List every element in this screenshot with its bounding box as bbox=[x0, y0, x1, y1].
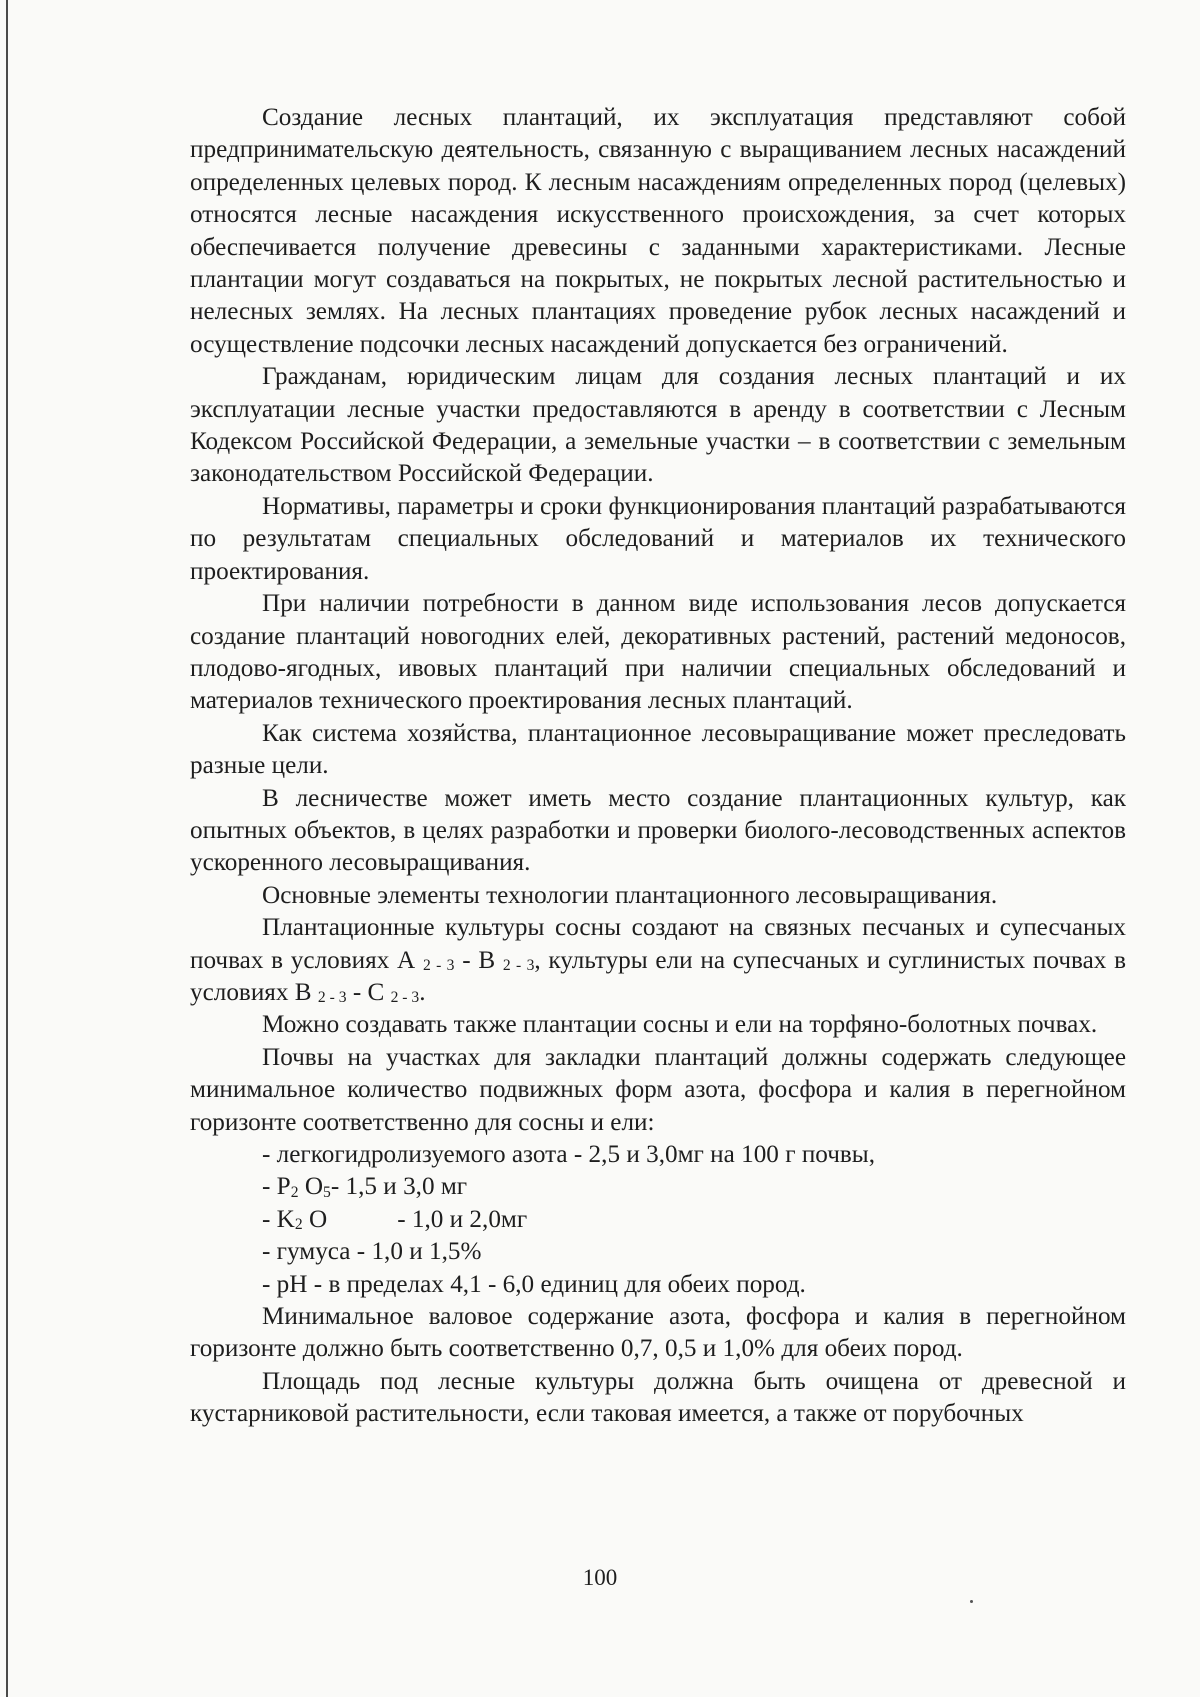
list-item-ph: - pH - в пределах 4,1 - 6,0 единиц для обеих пород. bbox=[262, 1270, 806, 1298]
paragraph-site-conditions bbox=[190, 912, 1126, 1009]
conditions-text-d: - С bbox=[346, 978, 385, 1006]
p2o5-symbol-o: O bbox=[298, 1173, 324, 1201]
k2o-sub-2: 2 bbox=[294, 1216, 303, 1234]
conditions-sub-b: 2 - 3 bbox=[502, 956, 535, 974]
scan-speck bbox=[970, 1600, 973, 1603]
paragraph-area-clearing: Площадь под лесные культуры должна быть очищена от древесной и кустарниковой растительности, если таковая имеется, а также от порубочных bbox=[190, 1367, 1126, 1428]
list-item-k2o bbox=[190, 1204, 1126, 1236]
paragraph-technology-elements: Основные элементы технологии плантационного лесовыращивания. bbox=[262, 881, 998, 909]
conditions-sub-c: 2 - 3 bbox=[317, 989, 347, 1007]
list-item-humus: - гумуса - 1,0 и 1,5% bbox=[262, 1238, 482, 1266]
p2o5-sub-5: 5 bbox=[323, 1183, 331, 1201]
list-item-p2o5 bbox=[190, 1171, 1126, 1203]
conditions-text-b: - В bbox=[454, 946, 496, 974]
p2o5-sub-2: 2 bbox=[290, 1183, 299, 1201]
conditions-text-a: Плантационные культуры сосны создают на связных песчаных и супесчаных почвах в условиях А bbox=[190, 914, 1126, 974]
page-number: 100 bbox=[582, 1565, 618, 1590]
k2o-symbol-k: - K bbox=[262, 1205, 295, 1233]
scan-edge-line bbox=[6, 0, 8, 1697]
conditions-sub-d: 2 - 3 bbox=[390, 989, 420, 1007]
p2o5-symbol-p: - P bbox=[262, 1173, 291, 1201]
p2o5-values: - 1,5 и 3,0 мг bbox=[330, 1173, 468, 1201]
paragraph-peat-soils: Можно создавать также плантации сосны и ели на торфяно-болотных почвах. bbox=[262, 1011, 1098, 1039]
k2o-symbol-o: O bbox=[302, 1205, 328, 1233]
paragraph-citizens-lease: Гражданам, юридическим лицам для создания лесных плантаций и их эксплуатации лесные участки предоставляются в аренду в соответствии с Лесным Кодексом Российской Федерации, а земельные участки – в соответствии с земельным законодательством Российской Федерации. bbox=[190, 363, 1126, 488]
paragraph-demand: При наличии потребности в данном виде использования лесов допускается создание плантаций новогодних елей, декоративных растений, растений медоносов, плодово-ягодных, ивовых плантаций при наличии специальных обследований и материалов технического проектирования лесных плантаций. bbox=[190, 590, 1126, 715]
conditions-text-e: . bbox=[419, 978, 426, 1006]
paragraph-forestry-experiments: В лесничестве может иметь место создание плантационных культур, как опытных объектов, в целях разработки и проверки биолого-лесоводственных аспектов ускоренного лесовыращивания. bbox=[190, 784, 1126, 877]
paragraph-norms: Нормативы, параметры и сроки функционирования плантаций разрабатываются по результатам специальных обследований и материалов их технического проектирования. bbox=[190, 492, 1126, 585]
paragraph-forest-plantations: Создание лесных плантаций, их эксплуатация представляют собой предпринимательскую деятельность, связанную с выращиванием лесных насаждений определенных целевых пород. К лесным насаждениям определенных пород (целевых) относятся лесные насаждения искусственного происхождения, за счет которых обеспечивается получение древесины с заданными характеристиками. Лесные плантации могут создаваться на покрытых, не покрытых лесной растительностью и нелесных землях. На лесных плантациях проведение рубок лесных насаждений и осуществление подсочки лесных насаждений допускается без ограничений. bbox=[190, 104, 1126, 358]
k2o-values: - 1,0 и 2,0мг bbox=[397, 1205, 528, 1233]
nutrient-list bbox=[190, 1139, 1126, 1301]
paragraph-management-system: Как система хозяйства, плантационное лесовыращивание может преследовать разные цели. bbox=[190, 719, 1126, 780]
paragraph-minimum-content: Минимальное валовое содержание азота, фосфора и калия в перегнойном горизонте должно быть соответственно 0,7, 0,5 и 1,0% для обеих пород. bbox=[190, 1303, 1126, 1363]
conditions-text-c: , культуры ели на супесчаных и суглинистых почвах в условиях В bbox=[190, 946, 1126, 1006]
body-text bbox=[190, 102, 1126, 1431]
paragraph-soil-requirements: Почвы на участках для закладки плантаций должны содержать следующее минимальное количество подвижных форм азота, фосфора и калия в перегнойном горизонте соответственно для сосны и ели: bbox=[190, 1043, 1126, 1136]
list-item-nitrogen: - легкогидролизуемого азота - 2,5 и 3,0мг на 100 г почвы, bbox=[262, 1141, 876, 1168]
conditions-sub-a: 2 - 3 bbox=[422, 956, 455, 974]
